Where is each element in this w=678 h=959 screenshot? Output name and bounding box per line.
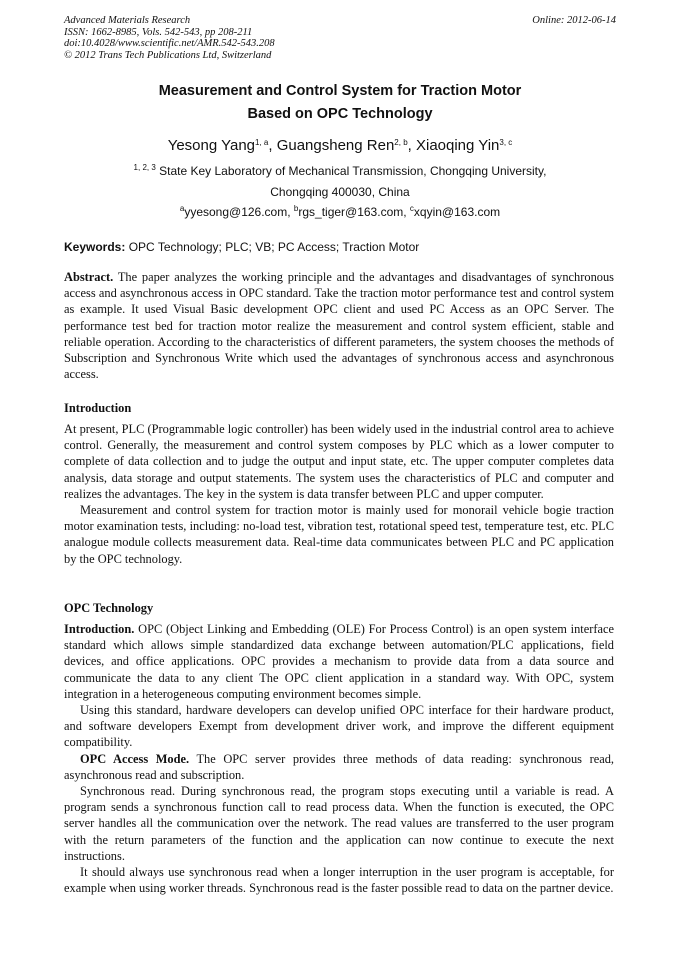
paragraph: Measurement and control system for traction motor is mainly used for monorail vehicle bogie traction motor examination tests, including: no-load test, vibration test, rotational speed test, temperature test, etc. PLC analogue module collects measurement data. Real-time data communicates between PLC and PC application by the OPC technology. xyxy=(64,503,614,566)
keywords xyxy=(64,239,616,255)
subsection-label-introduction: Introduction. xyxy=(64,622,135,636)
affiliation xyxy=(64,161,616,202)
paragraph: Using this standard, hardware developers can develop unified OPC interface for their hardware product, and software developers Exempt from development driver work, and improve the different equipment compatibility. xyxy=(64,703,614,750)
author-name: Xiaoqing Yin xyxy=(415,137,500,154)
email-c: xqyin@163.com xyxy=(413,205,501,219)
keywords-label: Keywords: xyxy=(64,240,126,254)
paragraph: At present, PLC (Programmable logic controller) has been widely used in the industrial control area to achieve control. Generally, the measurement and control system composes by PLC which as a lower computer to complete of data collection and to judge the output and input state, etc. The upper computer completes data analysis, data storage and output statements. The system uses the characteristics of PLC and computer and realizes the advantages. The key in the system is data transfer between PLC and upper computer. xyxy=(64,422,614,501)
email-a: yyesong@126.com, xyxy=(184,205,294,219)
title-line-2: Based on OPC Technology xyxy=(247,106,433,122)
opc-body xyxy=(64,621,614,896)
paragraph-text: OPC (Object Linking and Embedding (OLE) For Process Control) is an open system interface standard which allows simple standardized data exchange between automation/PLC applications, field devices, and office applications. OPC provides a mechanism to provide data from a data source and communicate the data to any client The OPC client application in a standard way. With OPC, system integration in a heterogeneous computing environment becomes simple. xyxy=(64,622,614,701)
affiliation-superscript: 1, 2, 3 xyxy=(133,163,156,172)
section-heading-introduction: Introduction xyxy=(64,401,132,415)
author-name: Yesong Yang xyxy=(167,137,256,154)
paragraph: Synchronous read. During synchronous read, the program stops executing until a variable is read. A program sends a synchronous function call to read process data. When the function is executed, the OPC server handles all the communication over the network. The read values are transferred to the user program with the return parameters of the function and the application can now continue to execute the next instructions. xyxy=(64,784,614,863)
introduction-body xyxy=(64,421,614,567)
author-name: Guangsheng Ren xyxy=(276,137,395,154)
author-list xyxy=(64,136,616,156)
issn-line: ISSN: 1662-8985, Vols. 542-543, pp 208-211 xyxy=(64,26,253,38)
author-superscript: 3, c xyxy=(499,138,513,147)
paper-title xyxy=(64,80,616,126)
title-line-1: Measurement and Control System for Traction Motor xyxy=(158,83,522,99)
abstract-label: Abstract. xyxy=(64,270,114,284)
journal-header xyxy=(64,15,616,61)
journal-name: Advanced Materials Research xyxy=(64,15,191,26)
email-b: rgs_tiger@163.com, xyxy=(298,205,410,219)
copyright-line: © 2012 Trans Tech Publications Ltd, Switzerland xyxy=(64,49,272,61)
affiliation-line-1: State Key Laboratory of Mechanical Transmission, Chongqing University, xyxy=(159,164,547,178)
paragraph: It should always use synchronous read when a longer interruption in the user program is acceptable, for example when using worker threads. Synchronous read is the faster possible read to data on the partner device. xyxy=(64,865,614,896)
author-superscript: 1, a xyxy=(255,138,269,147)
abstract xyxy=(64,269,614,382)
subsection-label-access-mode: OPC Access Mode. xyxy=(80,751,190,766)
author-superscript: 2, b xyxy=(394,138,408,147)
doi-line: doi:10.4028/www.scientific.net/AMR.542-543.208 xyxy=(64,38,275,49)
keywords-text: OPC Technology; PLC; VB; PC Access; Traction Motor xyxy=(125,240,420,254)
abstract-text: The paper analyzes the working principle and the advantages and disadvantages of synchronous access and asynchronous access in OPC standard. Take the traction motor performance test and control system as example. It used Visual Basic development OPC client and used PC Access as an OPC Server. The performance test bed for traction motor realize the measurement and control system efficient, stable and reliable operation. According to the characteristics of different parameters, the system chooses the methods of Subscription and Synchronous Write which used the advantages of synchronous access and asynchronous access. xyxy=(64,270,614,382)
online-date: Online: 2012-06-14 xyxy=(532,15,616,26)
affiliation-line-2: Chongqing 400030, China xyxy=(270,184,410,199)
author-separator: , xyxy=(407,137,416,154)
author-separator: , xyxy=(268,137,277,154)
paragraph-text: The OPC server provides three methods of data reading: synchronous read, asynchronous read and subscription. xyxy=(64,751,614,782)
email-list: $^a$yyesong@126.com, $^b$rgs_tiger@163.com, $^c$xqyin@163.com xyxy=(179,204,501,219)
section-heading-opc-technology: OPC Technology xyxy=(64,601,154,615)
